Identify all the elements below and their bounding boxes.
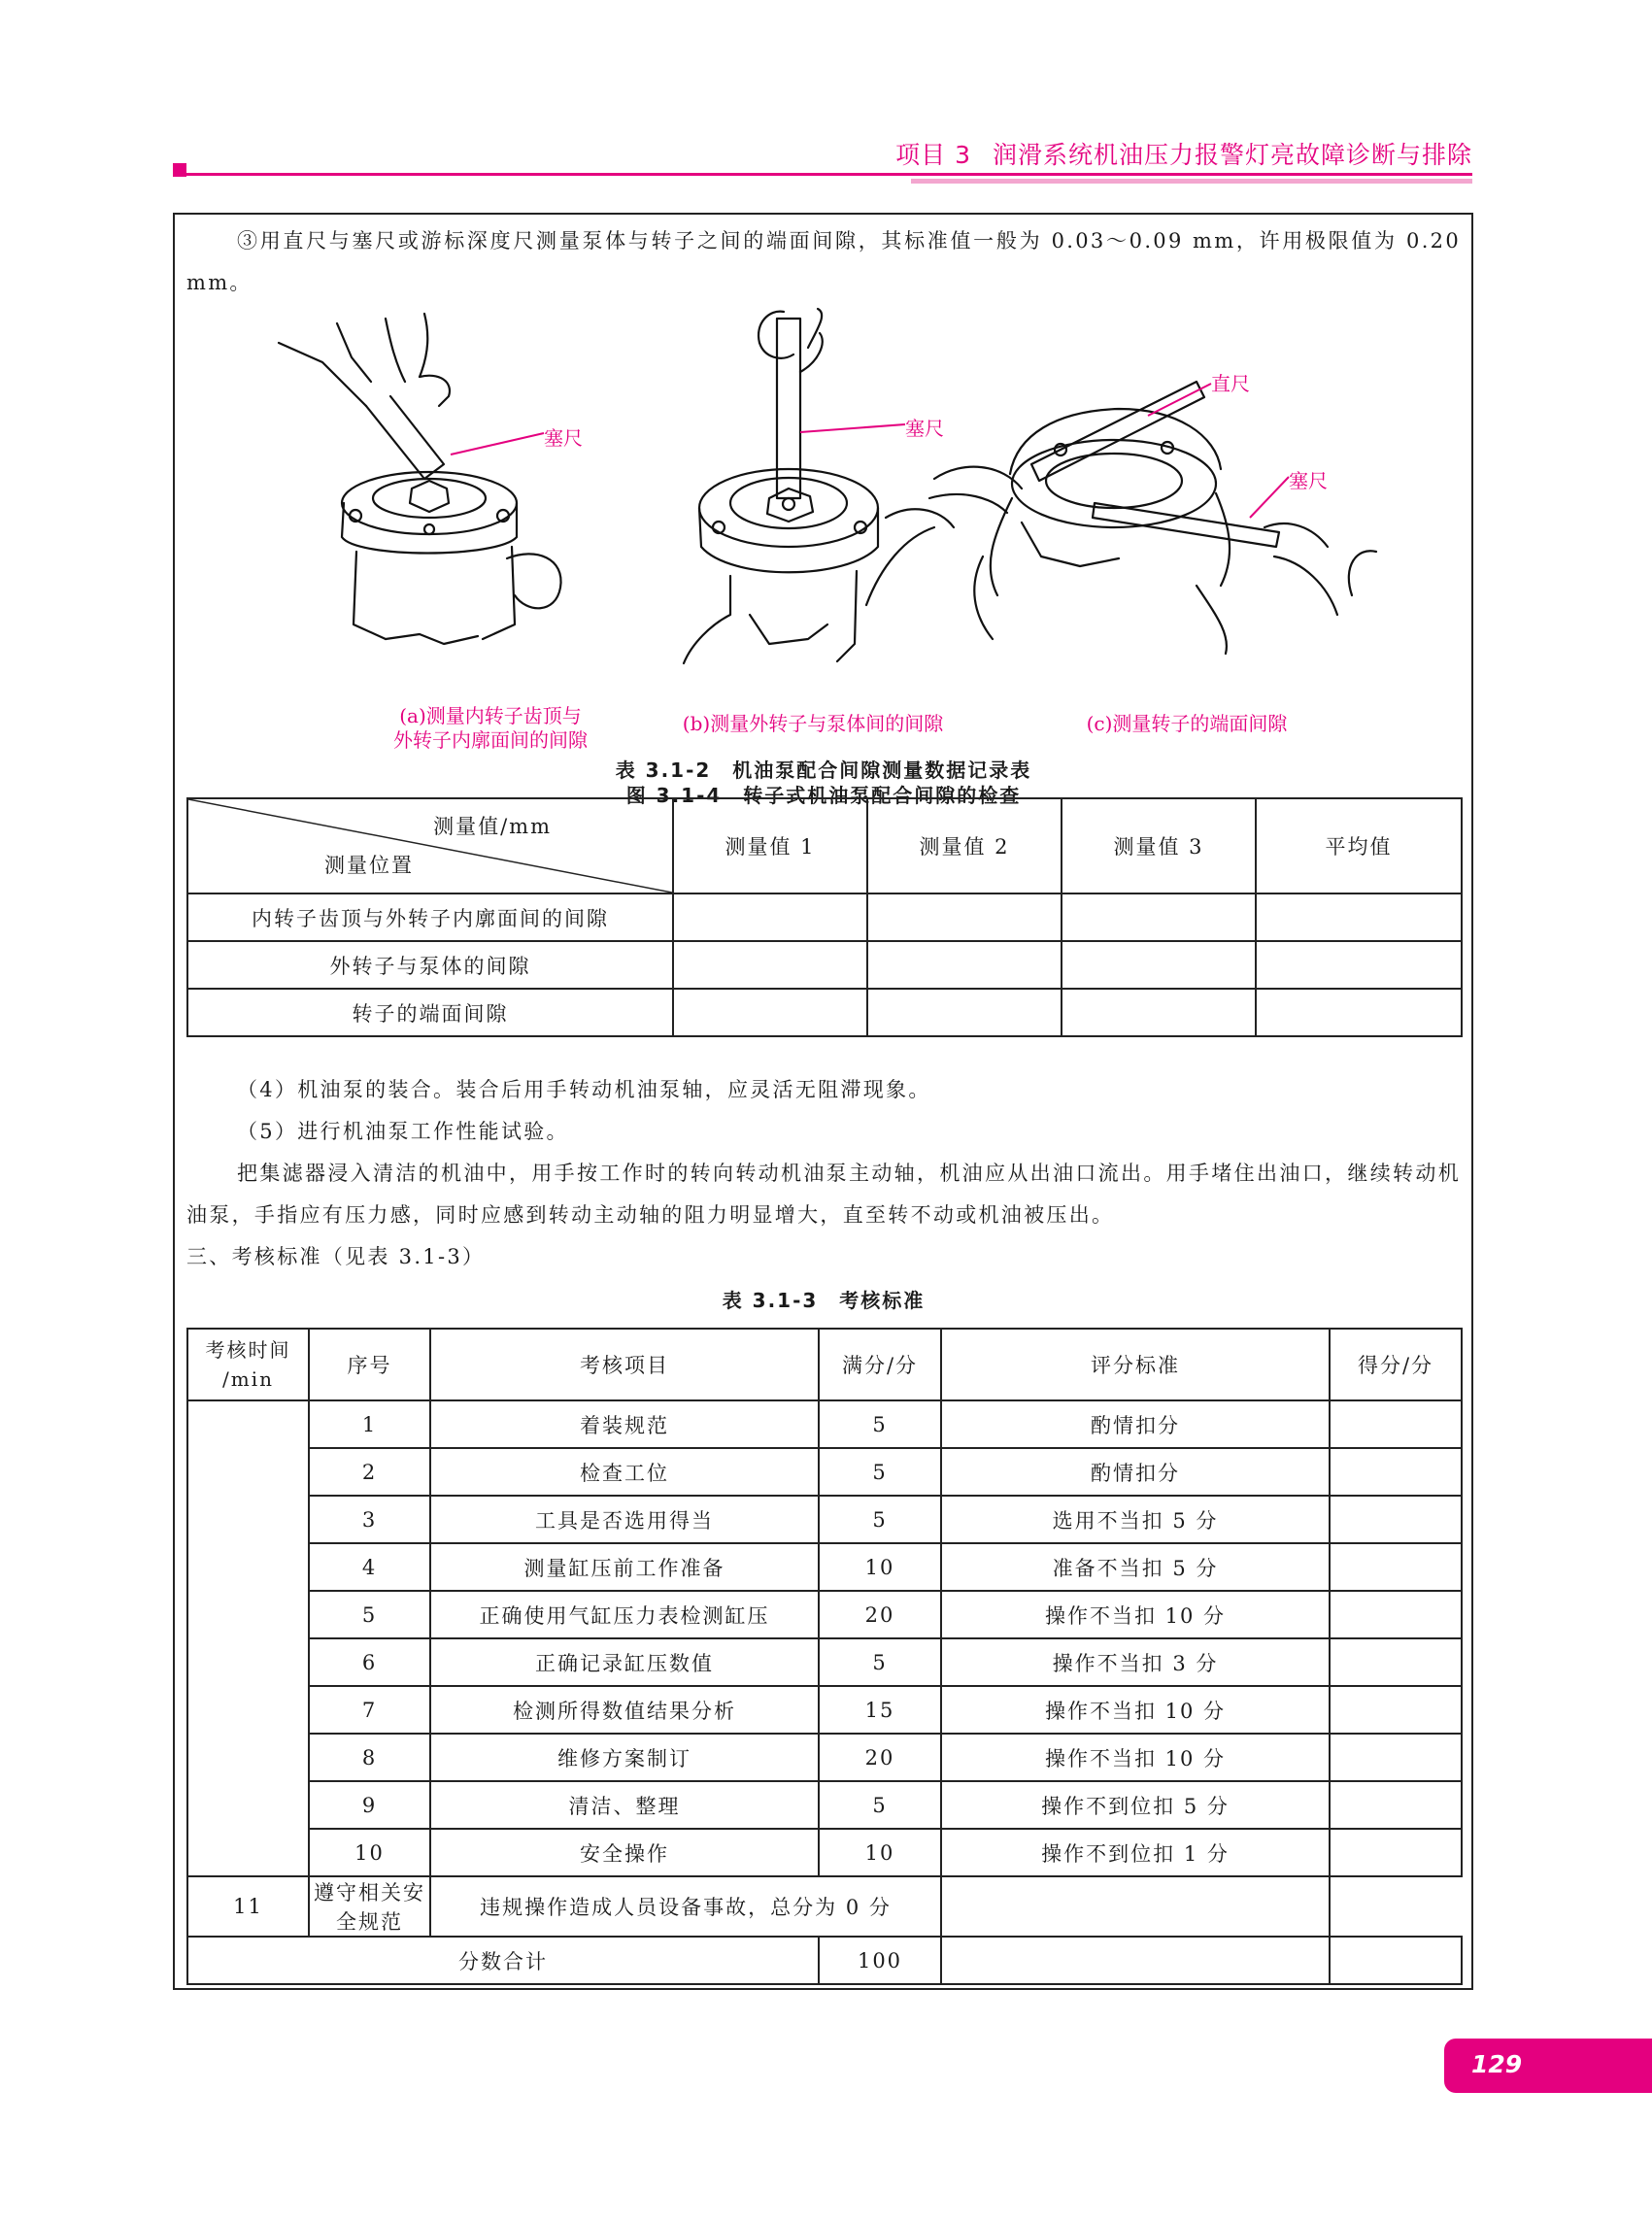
diagonal-line [188,799,672,893]
table-cell [1256,989,1462,1036]
table-row [187,1400,1462,1448]
row-no: 8 [309,1734,430,1781]
table1-diagonal-header [187,798,673,893]
content-frame [173,213,1473,1990]
subcaption-b: (b)测量外转子与泵体间的间隙 [682,712,944,735]
paragraph-4: （4）机油泵的装合。装合后用手转动机油泵轴，应灵活无阻滞现象。 [237,1078,931,1101]
row-no: 2 [309,1448,430,1496]
table2-header-row [187,1329,1462,1400]
row-criteria: 操作不当扣 10 分 [941,1686,1330,1734]
header-no: 序号 [309,1329,430,1400]
row-item: 工具是否选用得当 [430,1496,819,1543]
table2-caption: 表 3.1-3 考核标准 [722,1289,926,1312]
header-assess-time-line2: /min [222,1367,274,1391]
row-criteria: 操作不到位扣 1 分 [941,1829,1330,1876]
row-item: 维修方案制订 [430,1734,819,1781]
subcaption-a-line1: (a)测量内转子齿顶与 [399,704,582,727]
row-no: 7 [309,1686,430,1734]
illustration-b [684,309,878,663]
table-row [187,1638,1462,1686]
row-full-score: 20 [819,1591,941,1638]
table-row [187,1448,1462,1496]
row-full-score: 10 [819,1829,941,1876]
table-row [187,1781,1462,1829]
row-score [1330,1638,1462,1686]
row-criteria: 准备不当扣 5 分 [941,1543,1330,1591]
figure-illustration [186,304,1461,770]
table1-row-label: 转子的端面间隙 [187,989,673,1036]
row-no: 3 [309,1496,430,1543]
diag-header-bottom: 测量位置 [324,854,414,877]
paragraph-5: （5）进行机油泵工作性能试验。 [237,1120,569,1143]
table-row [187,1496,1462,1543]
header-full-score: 满分/分 [819,1329,941,1400]
subcaption-c: (c)测量转子的端面间隙 [1086,712,1288,735]
total-row [187,1937,1462,1984]
header-title-block [895,136,1472,171]
subcaption-a [369,704,612,753]
header-criteria: 评分标准 [941,1329,1330,1400]
table-cell [673,941,867,989]
gap-measurement-table [186,797,1463,1037]
total-criteria [941,1937,1330,1984]
row-item: 着装规范 [430,1400,819,1448]
callout-feeler-b: 塞尺 [905,417,944,440]
row-no: 9 [309,1781,430,1829]
section-heading-3: 三、考核标准（见表 3.1-3） [186,1245,486,1268]
row-score [1330,1496,1462,1543]
row-full-score: 10 [819,1543,941,1591]
row-score [1330,1734,1462,1781]
table-cell [867,941,1062,989]
row-item: 测量缸压前工作准备 [430,1543,819,1591]
paragraph-6: 把集滤器浸入清洁的机油中，用手按工作时的转向转动机油泵主动轴，机油应从出油口流出。用手堵住出油口，继续转动机油泵，手指应有压力感，同时应感到转动主动轴的阻力明显增大，直至转不动或机油被压出。 [186,1162,1461,1227]
table-row [187,989,1462,1036]
row-criteria: 操作不到位扣 5 分 [941,1781,1330,1829]
row-full-score: 15 [819,1686,941,1734]
table-cell [1062,989,1256,1036]
diag-header-top: 测量值/mm [433,815,552,838]
row-item: 检测所得数值结果分析 [430,1686,819,1734]
row-score [1330,1543,1462,1591]
row-score [1330,1448,1462,1496]
table-row [187,941,1462,989]
table-cell [867,893,1062,941]
page-number-tab [1444,2039,1652,2093]
row-item: 遵守相关安全规范 [309,1876,430,1937]
table1-header-row [187,798,1462,893]
table-cell [1256,941,1462,989]
figure-3-1-4 [186,304,1461,877]
row-full-score: 5 [819,1448,941,1496]
header-project: 项目 3 [895,141,971,169]
illustration-a [279,314,561,644]
row-no: 11 [187,1876,309,1937]
callout-ruler-c: 直尺 [1211,372,1250,395]
row-score [1330,1686,1462,1734]
row-score [1330,1591,1462,1638]
figure-caption: 图 3.1-4 转子式机油泵配合间隙的检查 [625,784,1022,807]
running-header [173,136,1472,185]
table1-row-label: 外转子与泵体的间隙 [187,941,673,989]
table-cell [1062,893,1256,941]
row-no: 6 [309,1638,430,1686]
table-row [187,1591,1462,1638]
assessment-criteria-table [186,1328,1463,1985]
row-full-score: 5 [819,1638,941,1686]
table1-col-header: 测量值 2 [867,798,1062,893]
row-no: 4 [309,1543,430,1591]
row-no: 10 [309,1829,430,1876]
row-full-score: 5 [819,1496,941,1543]
assess-time-cell [187,1400,309,1876]
header-accent-rule [911,179,1472,184]
row-full-score: 5 [819,1781,941,1829]
table-cell [867,989,1062,1036]
table1-col-header: 测量值 1 [673,798,867,893]
row-score [1330,1781,1462,1829]
row-score [1330,1829,1462,1876]
row-criteria: 酌情扣分 [941,1448,1330,1496]
header-title: 润滑系统机油压力报警灯亮故障诊断与排除 [992,141,1472,169]
row-item: 检查工位 [430,1448,819,1496]
table1-col-header: 平均值 [1256,798,1462,893]
row-criteria: 选用不当扣 5 分 [941,1496,1330,1543]
table1-row-label: 内转子齿顶与外转子内廓面间的间隙 [187,893,673,941]
table-row [187,893,1462,941]
row-item: 清洁、整理 [430,1781,819,1829]
header-assess-time [187,1329,309,1400]
table-cell [673,893,867,941]
table-row [187,1686,1462,1734]
table2-body [187,1400,1462,1876]
row-score [1330,1400,1462,1448]
table-cell [1256,893,1462,941]
row-full-score: 20 [819,1734,941,1781]
body-paragraphs [186,1069,1461,1278]
row-criteria: 操作不当扣 3 分 [941,1638,1330,1686]
header-assess-time-line1: 考核时间 [205,1338,291,1362]
table-cell [1062,941,1256,989]
row-criteria: 酌情扣分 [941,1400,1330,1448]
header-score: 得分/分 [1330,1329,1462,1400]
header-item: 考核项目 [430,1329,819,1400]
table-row [187,1876,1462,1937]
table-cell [673,989,867,1036]
row-no: 1 [309,1400,430,1448]
callout-feeler-c: 塞尺 [1289,469,1328,492]
table-row [187,1829,1462,1876]
row-no: 5 [309,1591,430,1638]
table-row [187,1734,1462,1781]
row-full-score: 5 [819,1400,941,1448]
row-score [941,1876,1330,1937]
row-item: 正确记录缸压数值 [430,1638,819,1686]
page-number: 129 [1471,2050,1523,2078]
total-score [1330,1937,1462,1984]
total-label: 分数合计 [187,1937,819,1984]
table-row [187,1543,1462,1591]
table1-caption: 表 3.1-2 机油泵配合间隙测量数据记录表 [615,759,1032,782]
header-marker [173,163,186,177]
table1-col-header: 测量值 3 [1062,798,1256,893]
intro-paragraph: ③用直尺与塞尺或游标深度尺测量泵体与转子之间的端面间隙，其标准值一般为 0.03～0.09 mm，许用极限值为 0.20 mm。 [186,229,1461,294]
row-criteria: 操作不当扣 10 分 [941,1734,1330,1781]
row-criteria: 操作不当扣 10 分 [941,1591,1330,1638]
callout-feeler-a: 塞尺 [544,426,583,450]
header-rule [186,173,1472,176]
subcaption-a-line2: 外转子内廓面间的间隙 [393,728,588,752]
total-full-score: 100 [819,1937,941,1984]
row-item: 正确使用气缸压力表检测缸压 [430,1591,819,1638]
row-item: 安全操作 [430,1829,819,1876]
row-criteria: 违规操作造成人员设备事故，总分为 0 分 [430,1876,941,1937]
